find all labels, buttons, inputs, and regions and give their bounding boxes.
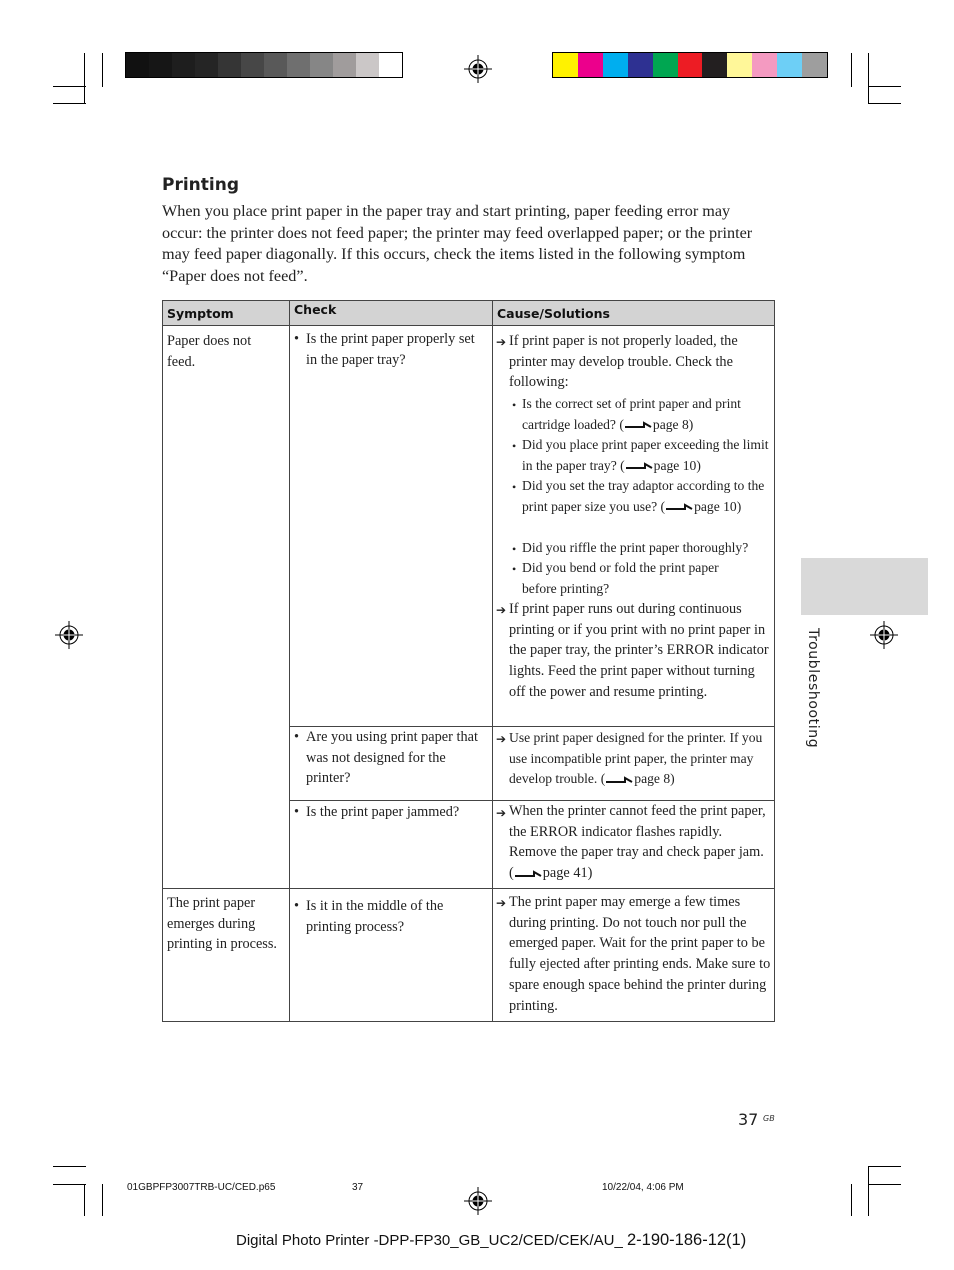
sub-item: Did you bend or fold the print paper before printing?	[522, 560, 719, 596]
registration-mark-icon	[464, 55, 492, 83]
check-cell: Is the print paper jammed?	[306, 804, 460, 820]
check-cell: Is the print paper properly set in the paper tray?	[306, 331, 475, 368]
right-arrow-icon: ➔	[496, 732, 507, 746]
color-bar-frame	[552, 52, 828, 78]
header-cause: Cause/Solutions	[497, 306, 610, 321]
page-reference-arrow-icon	[605, 775, 633, 785]
page-reference-arrow-icon	[624, 420, 652, 430]
right-arrow-icon: ➔	[496, 806, 507, 820]
header-check: Check	[294, 302, 337, 317]
footer-product-line: Digital Photo Printer -DPP-FP30_GB_UC2/CED/CEK/AU_ 2-190-186-12(1)	[236, 1231, 747, 1249]
table-header	[163, 301, 774, 326]
right-arrow-icon: ➔	[496, 603, 507, 617]
page-suffix: GB	[763, 1114, 775, 1123]
bullet: •	[512, 542, 517, 556]
footer-page: 37	[352, 1182, 364, 1193]
registration-mark-icon	[55, 621, 83, 649]
sub-item: Is the correct set of print paper and print cartridge loaded? ( page 8)	[522, 396, 741, 432]
gray-bar-frame	[125, 52, 403, 78]
cause-text: Use print paper designed for the printer. If you use incompatible print paper, the printer may develop trouble. ( page 8)	[509, 730, 763, 786]
bullet: •	[294, 729, 300, 745]
page-number: 37	[738, 1110, 759, 1129]
registration-mark-icon	[464, 1187, 492, 1215]
cause-text: If print paper runs out during continuous printing or if you print with no print paper in the paper tray, the printer’s ERROR indicator lights. Feed the print paper without turning off the power and resume printing.	[509, 601, 769, 700]
page-reference-arrow-icon	[625, 461, 653, 471]
page-reference-arrow-icon	[665, 502, 693, 512]
cause-text: The print paper may emerge a few times during printing. Do not touch nor pull the emerged paper. Wait for the print paper to be fully ejected after printing ends. Make sure to spare enough space behind the printer during printing.	[509, 894, 771, 1014]
bullet: •	[294, 898, 300, 914]
check-cell: Is it in the middle of the printing process?	[306, 898, 444, 935]
symptom-cell: The print paper emerges during printing in process.	[167, 895, 277, 953]
cause-text: If print paper is not properly loaded, the printer may develop trouble. Check the following:	[509, 333, 738, 391]
side-tab-label: Troubleshooting	[805, 628, 821, 749]
right-arrow-icon: ➔	[496, 335, 507, 349]
right-arrow-icon: ➔	[496, 896, 507, 910]
cause-text: When the printer cannot feed the print paper, the ERROR indicator flashes rapidly. Remove the paper tray and check paper jam. ( page 41)	[509, 803, 766, 882]
bullet: •	[512, 398, 517, 412]
check-cell: Are you using print paper that was not designed for the printer?	[306, 729, 478, 787]
bullet: •	[512, 439, 517, 453]
intro-paragraph: When you place print paper in the paper tray and start printing, paper feeding error may occur: the printer does not feed paper; the printer may feed overlapped paper; or the printer may feed paper diagonally. If this occurs, check the items listed in the following symptom “Paper does not feed”.	[162, 202, 753, 285]
registration-mark-icon	[870, 621, 898, 649]
sub-item: Did you set the tray adaptor according to the print paper size you use? ( page 10)	[522, 478, 765, 514]
page-reference-arrow-icon	[514, 869, 542, 879]
bullet: •	[512, 562, 517, 576]
bullet: •	[294, 331, 300, 347]
bullet: •	[294, 804, 300, 820]
symptom-cell: Paper does not feed.	[167, 333, 252, 370]
side-tab	[801, 558, 928, 615]
sub-item: Did you place print paper exceeding the limit in the paper tray? ( page 10)	[522, 437, 769, 473]
section-heading: Printing	[162, 175, 239, 195]
footer-date: 10/22/04, 4:06 PM	[602, 1182, 684, 1193]
footer-filename: 01GBPFP3007TRB-UC/CED.p65	[127, 1182, 276, 1193]
bullet: •	[512, 480, 517, 494]
header-symptom: Symptom	[167, 306, 234, 321]
sub-item: Did you riffle the print paper thoroughly?	[522, 540, 749, 555]
